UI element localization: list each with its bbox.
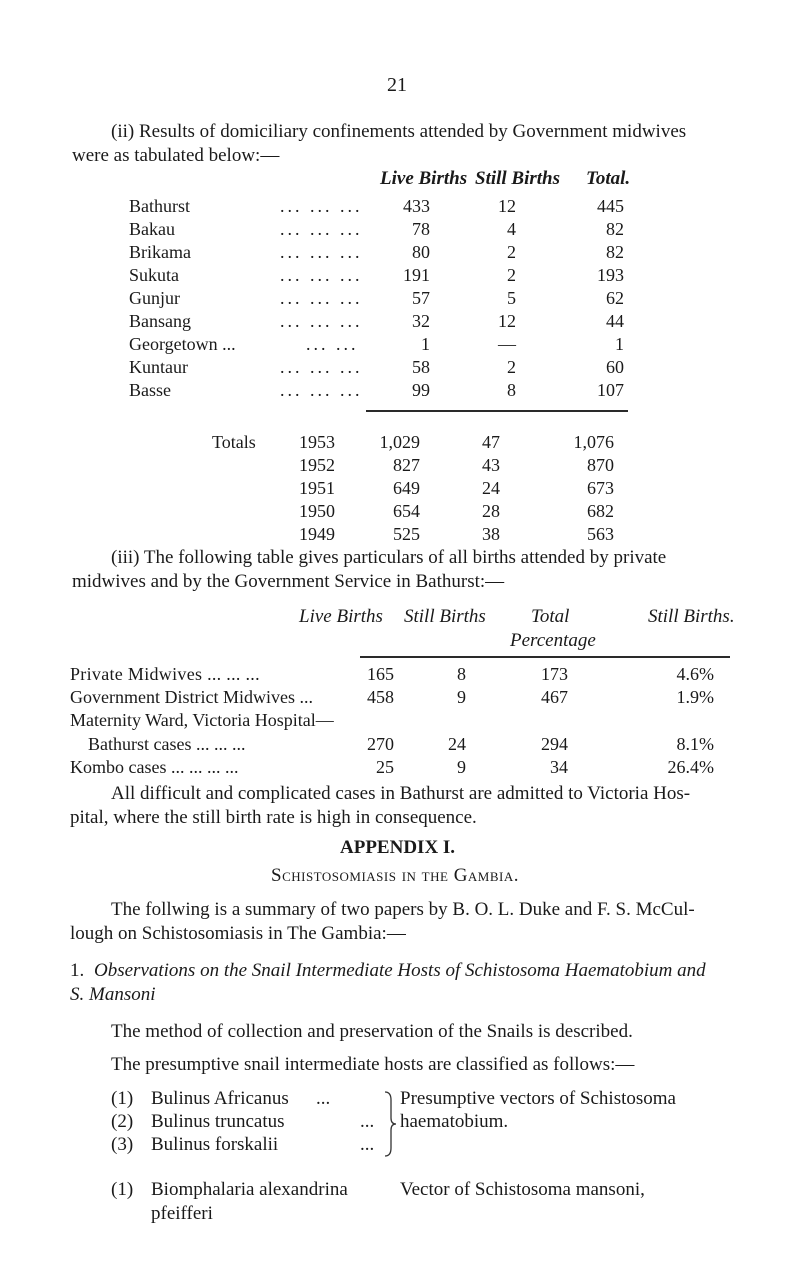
live-births-value: 57 xyxy=(412,288,430,308)
row-label: Government District Midwives ... xyxy=(70,687,313,707)
place-name: Gunjur xyxy=(129,288,180,308)
place-name: Sukuta xyxy=(129,265,180,285)
biomph-name-line1: Biomphalaria alexandrina xyxy=(151,1179,348,1200)
snail-number: (2) xyxy=(111,1111,134,1132)
live-births-value: 78 xyxy=(412,219,430,239)
header-still-births: Still Births xyxy=(475,168,561,189)
live-births-value: 270 xyxy=(367,734,394,754)
brace-icon xyxy=(383,1090,397,1158)
appendix-title: APPENDIX I. xyxy=(340,837,456,858)
header-live-births: Live Births xyxy=(299,606,383,627)
total-value: 870 xyxy=(587,455,614,475)
still-births-value: 38 xyxy=(482,524,500,544)
section-ii-intro-line1: (ii) Results of domiciliary confinements attended by Government midwives xyxy=(111,121,687,142)
still-births-value: 8 xyxy=(457,664,466,684)
place-name: Bathurst xyxy=(129,196,190,216)
place-name: Georgetown ... xyxy=(129,334,236,354)
header-live-births: Live Births xyxy=(380,168,468,189)
leader-dots: ... ... ... xyxy=(280,196,363,216)
year: 1952 xyxy=(299,455,335,475)
still-births-value: 12 xyxy=(498,311,516,331)
page-number: 21 xyxy=(387,74,407,96)
header-total: Total. xyxy=(586,168,631,189)
year: 1950 xyxy=(299,501,335,521)
totals-label: Totals xyxy=(212,432,256,452)
total-value: 82 xyxy=(606,219,624,239)
note-line1: All difficult and complicated cases in Bathurst are admitted to Victoria Hos- xyxy=(111,783,691,804)
place-name: Brikama xyxy=(129,242,191,262)
percentage-value: 8.1% xyxy=(676,734,714,754)
live-births-value: 80 xyxy=(412,242,430,262)
snail-number: (1) xyxy=(111,1088,134,1109)
row-label: Bathurst cases ... ... ... xyxy=(88,734,246,754)
still-births-value: — xyxy=(498,334,516,354)
presumptive-text: The presumptive snail intermediate hosts are classified as follows:— xyxy=(111,1054,635,1075)
header-percentage: Percentage xyxy=(510,630,596,651)
live-births-value: 649 xyxy=(393,478,420,498)
summary-line2: lough on Schistosomiasis in The Gambia:— xyxy=(70,923,406,944)
leader-dots: ... xyxy=(360,1111,375,1132)
still-births-value: 12 xyxy=(498,196,516,216)
leader-dots: ... ... ... xyxy=(280,357,363,377)
still-births-value: 24 xyxy=(482,478,500,498)
leader-dots: ... ... xyxy=(306,334,359,354)
leader-dots: ... xyxy=(316,1088,331,1109)
leader-dots: ... ... ... xyxy=(280,219,363,239)
live-births-value: 32 xyxy=(412,311,430,331)
leader-dots: ... ... ... xyxy=(280,265,363,285)
vector-group-line1: Presumptive vectors of Schistosoma xyxy=(400,1088,676,1109)
item1-title-line1: Observations on the Snail Intermediate Hosts of Schistosoma Haematobium and xyxy=(94,960,706,981)
total-value: 193 xyxy=(597,265,624,285)
percentage-value: 1.9% xyxy=(676,687,714,707)
still-births-value: 28 xyxy=(482,501,500,521)
total-value: 673 xyxy=(587,478,614,498)
still-births-value: 9 xyxy=(457,687,466,707)
total-value: 107 xyxy=(597,380,624,400)
total-value: 60 xyxy=(606,357,624,377)
header-divider xyxy=(360,656,730,658)
leader-dots: ... ... ... xyxy=(280,311,363,331)
section-iii-intro-line1: (iii) The following table gives particulars of all births attended by private xyxy=(111,547,667,568)
still-births-value: 4 xyxy=(507,219,516,239)
vector-group-line2: haematobium. xyxy=(400,1111,509,1132)
live-births-value: 1 xyxy=(421,334,430,354)
snail-name: Bulinus Africanus xyxy=(151,1088,289,1109)
live-births-value: 433 xyxy=(403,196,430,216)
note-line2: pital, where the still birth rate is high in consequence. xyxy=(70,807,477,828)
biomph-vector: Vector of Schistosoma mansoni, xyxy=(400,1179,645,1200)
live-births-value: 458 xyxy=(367,687,394,707)
still-births-value: 47 xyxy=(482,432,500,452)
header-still-births: Still Births xyxy=(404,606,486,627)
total-value: 82 xyxy=(606,242,624,262)
total-value: 173 xyxy=(541,664,568,684)
live-births-value: 1,029 xyxy=(379,432,420,452)
item1-title-line2: S. Mansoni xyxy=(70,984,156,1005)
row-label: Kombo cases ... ... ... ... xyxy=(70,757,239,777)
live-births-value: 525 xyxy=(393,524,420,544)
percentage-value: 26.4% xyxy=(667,757,714,777)
header-total: Total xyxy=(531,606,570,627)
snail-name: Bulinus forskalii xyxy=(151,1134,279,1155)
year: 1949 xyxy=(299,524,335,544)
still-births-value: 24 xyxy=(448,734,466,754)
snail-name: Bulinus truncatus xyxy=(151,1111,285,1132)
percentage-value: 4.6% xyxy=(676,664,714,684)
total-value: 1 xyxy=(615,334,624,354)
method-text: The method of collection and preservation of the Snails is described. xyxy=(111,1021,633,1042)
total-value: 1,076 xyxy=(573,432,614,452)
live-births-value: 25 xyxy=(376,757,394,777)
leader-dots: ... ... ... xyxy=(280,288,363,308)
live-births-value: 827 xyxy=(393,455,420,475)
place-name: Bansang xyxy=(129,311,191,331)
leader-dots: ... xyxy=(360,1134,375,1155)
header-still-births-pct: Still Births. xyxy=(648,606,735,627)
total-value: 563 xyxy=(587,524,614,544)
leader-dots: ... ... ... xyxy=(280,242,363,262)
live-births-value: 654 xyxy=(393,501,420,521)
biomph-number: (1) xyxy=(111,1179,134,1200)
biomph-name-line2: pfeifferi xyxy=(151,1203,213,1224)
still-births-value: 5 xyxy=(507,288,516,308)
still-births-value: 2 xyxy=(507,357,516,377)
total-value: 682 xyxy=(587,501,614,521)
total-value: 62 xyxy=(606,288,624,308)
still-births-value: 2 xyxy=(507,242,516,262)
appendix-subtitle: Schistosomiasis in the Gambia. xyxy=(271,865,520,886)
total-value: 445 xyxy=(597,196,624,216)
total-value: 294 xyxy=(541,734,568,754)
summary-line1: The follwing is a summary of two papers by B. O. L. Duke and F. S. McCul- xyxy=(111,899,695,920)
total-value: 44 xyxy=(606,311,624,331)
still-births-value: 9 xyxy=(457,757,466,777)
total-value: 467 xyxy=(541,687,568,707)
still-births-value: 43 xyxy=(482,455,500,475)
year: 1951 xyxy=(299,478,335,498)
live-births-value: 191 xyxy=(403,265,430,285)
place-name: Bakau xyxy=(129,219,175,239)
live-births-value: 58 xyxy=(412,357,430,377)
live-births-value: 165 xyxy=(367,664,394,684)
live-births-value: 99 xyxy=(412,380,430,400)
still-births-value: 2 xyxy=(507,265,516,285)
item1-number: 1. xyxy=(70,960,85,981)
leader-dots: ... ... ... xyxy=(280,380,363,400)
section-ii-intro-line2: were as tabulated below:— xyxy=(72,145,280,166)
totals-divider xyxy=(366,410,628,412)
snail-number: (3) xyxy=(111,1134,134,1155)
maternity-ward-label: Maternity Ward, Victoria Hospital— xyxy=(70,710,334,730)
total-value: 34 xyxy=(550,757,568,777)
place-name: Kuntaur xyxy=(129,357,188,377)
section-iii-intro-line2: midwives and by the Government Service in Bathurst:— xyxy=(72,571,505,592)
row-label: Private Midwives ... ... ... xyxy=(70,664,260,684)
year: 1953 xyxy=(299,432,335,452)
place-name: Basse xyxy=(129,380,171,400)
still-births-value: 8 xyxy=(507,380,516,400)
